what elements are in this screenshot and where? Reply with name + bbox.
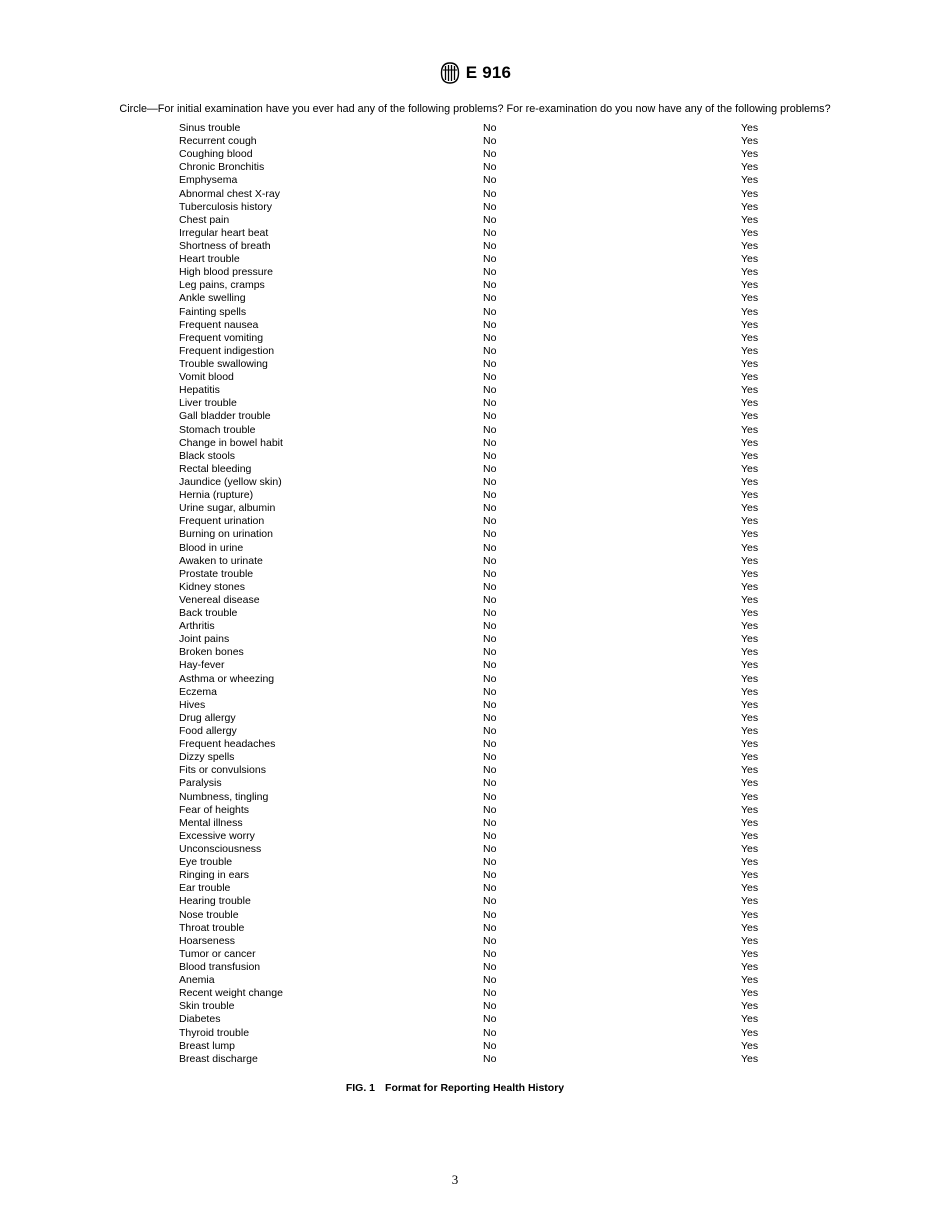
yes-option[interactable]: Yes <box>741 410 759 423</box>
condition-row <box>0 135 950 148</box>
condition-row <box>0 673 950 686</box>
yes-option[interactable]: Yes <box>741 987 759 1000</box>
no-option[interactable]: No <box>483 987 497 1000</box>
no-option[interactable]: No <box>483 135 497 148</box>
no-option[interactable]: No <box>483 1000 497 1013</box>
no-option[interactable]: No <box>483 489 497 502</box>
no-option[interactable]: No <box>483 161 497 174</box>
condition-label: Arthritis <box>179 620 215 633</box>
condition-label: Eczema <box>179 685 217 698</box>
condition-label: Diabetes <box>179 1013 221 1026</box>
condition-label: Stomach trouble <box>179 423 256 436</box>
condition-row <box>0 201 950 214</box>
yes-option[interactable]: Yes <box>741 1000 759 1013</box>
no-option[interactable]: No <box>483 934 497 947</box>
yes-option[interactable]: Yes <box>741 908 759 921</box>
condition-row <box>0 319 950 332</box>
condition-label: Dizzy spells <box>179 751 235 764</box>
yes-option[interactable]: Yes <box>741 711 759 724</box>
no-option[interactable]: No <box>483 751 497 764</box>
no-option[interactable]: No <box>483 226 497 239</box>
no-option[interactable]: No <box>483 725 497 738</box>
condition-label: Frequent nausea <box>179 318 259 331</box>
condition-label: Ankle swelling <box>179 292 246 305</box>
no-option[interactable]: No <box>483 371 497 384</box>
yes-option[interactable]: Yes <box>741 593 759 606</box>
condition-label: Joint pains <box>179 633 230 646</box>
yes-option[interactable]: Yes <box>741 515 759 528</box>
no-option[interactable]: No <box>483 843 497 856</box>
condition-row <box>0 279 950 292</box>
condition-row <box>0 568 950 581</box>
condition-label: Back trouble <box>179 607 238 620</box>
condition-row <box>0 764 950 777</box>
yes-option[interactable]: Yes <box>741 253 759 266</box>
condition-label: Heart trouble <box>179 253 240 266</box>
condition-row <box>0 987 950 1000</box>
yes-option[interactable]: Yes <box>741 318 759 331</box>
condition-row <box>0 502 950 515</box>
yes-option[interactable]: Yes <box>741 475 759 488</box>
no-option[interactable]: No <box>483 698 497 711</box>
yes-option[interactable]: Yes <box>741 279 759 292</box>
condition-label: Ringing in ears <box>179 869 250 882</box>
yes-option[interactable]: Yes <box>741 934 759 947</box>
condition-label: Kidney stones <box>179 580 245 593</box>
condition-row <box>0 882 950 895</box>
yes-option[interactable]: Yes <box>741 567 759 580</box>
yes-option[interactable]: Yes <box>741 698 759 711</box>
condition-row <box>0 751 950 764</box>
no-option[interactable]: No <box>483 1013 497 1026</box>
condition-row <box>0 817 950 830</box>
condition-row <box>0 909 950 922</box>
yes-option[interactable]: Yes <box>741 882 759 895</box>
yes-option[interactable]: Yes <box>741 423 759 436</box>
condition-row <box>0 659 950 672</box>
condition-row <box>0 410 950 423</box>
yes-option[interactable]: Yes <box>741 725 759 738</box>
yes-option[interactable]: Yes <box>741 947 759 960</box>
yes-option[interactable]: Yes <box>741 135 759 148</box>
condition-label: Shortness of breath <box>179 239 271 252</box>
condition-label: Breast lump <box>179 1039 236 1052</box>
no-option[interactable]: No <box>483 515 497 528</box>
yes-option[interactable]: Yes <box>741 790 759 803</box>
no-option[interactable]: No <box>483 318 497 331</box>
no-option[interactable]: No <box>483 239 497 252</box>
no-option[interactable]: No <box>483 947 497 960</box>
condition-label: Emphysema <box>179 174 238 187</box>
yes-option[interactable]: Yes <box>741 357 759 370</box>
condition-row <box>0 542 950 555</box>
no-option[interactable]: No <box>483 593 497 606</box>
yes-option[interactable]: Yes <box>741 371 759 384</box>
condition-label: Frequent urination <box>179 515 265 528</box>
yes-option[interactable]: Yes <box>741 502 759 515</box>
condition-row <box>0 384 950 397</box>
yes-option[interactable]: Yes <box>741 856 759 869</box>
condition-row <box>0 345 950 358</box>
no-option[interactable]: No <box>483 974 497 987</box>
yes-option[interactable]: Yes <box>741 633 759 646</box>
condition-row <box>0 804 950 817</box>
no-option[interactable]: No <box>483 462 497 475</box>
condition-row <box>0 227 950 240</box>
condition-row <box>0 489 950 502</box>
yes-option[interactable]: Yes <box>741 620 759 633</box>
condition-label: Recent weight change <box>179 987 283 1000</box>
condition-label: Abnormal chest X-ray <box>179 187 280 200</box>
condition-row <box>0 1053 950 1066</box>
yes-option[interactable]: Yes <box>741 895 759 908</box>
condition-row <box>0 948 950 961</box>
condition-label: Burning on urination <box>179 528 273 541</box>
condition-label: Coughing blood <box>179 148 253 161</box>
no-option[interactable]: No <box>483 567 497 580</box>
yes-option[interactable]: Yes <box>741 541 759 554</box>
condition-label: Tuberculosis history <box>179 200 272 213</box>
yes-option[interactable]: Yes <box>741 331 759 344</box>
condition-row <box>0 555 950 568</box>
figure-title: Format for Reporting Health History <box>385 1082 565 1094</box>
no-option[interactable]: No <box>483 777 497 790</box>
yes-option[interactable]: Yes <box>741 1026 759 1039</box>
no-option[interactable]: No <box>483 659 497 672</box>
yes-option[interactable]: Yes <box>741 187 759 200</box>
condition-row <box>0 266 950 279</box>
no-option[interactable]: No <box>483 580 497 593</box>
condition-label: Rectal bleeding <box>179 462 252 475</box>
no-option[interactable]: No <box>483 554 497 567</box>
condition-label: Fits or convulsions <box>179 764 266 777</box>
no-option[interactable]: No <box>483 607 497 620</box>
yes-option[interactable]: Yes <box>741 672 759 685</box>
yes-option[interactable]: Yes <box>741 148 759 161</box>
condition-label: Chronic Bronchitis <box>179 161 265 174</box>
no-option[interactable]: No <box>483 200 497 213</box>
condition-label: Frequent headaches <box>179 738 276 751</box>
condition-label: Ear trouble <box>179 882 231 895</box>
condition-row <box>0 122 950 135</box>
condition-row <box>0 306 950 319</box>
yes-option[interactable]: Yes <box>741 1052 759 1065</box>
no-option[interactable]: No <box>483 528 497 541</box>
condition-label: Chest pain <box>179 213 230 226</box>
yes-option[interactable]: Yes <box>741 305 759 318</box>
yes-option[interactable]: Yes <box>741 869 759 882</box>
no-option[interactable]: No <box>483 882 497 895</box>
condition-row <box>0 712 950 725</box>
condition-label: Gall bladder trouble <box>179 410 271 423</box>
yes-option[interactable]: Yes <box>741 384 759 397</box>
condition-row <box>0 292 950 305</box>
condition-label: Blood in urine <box>179 541 244 554</box>
yes-option[interactable]: Yes <box>741 764 759 777</box>
yes-option[interactable]: Yes <box>741 843 759 856</box>
condition-label: Vomit blood <box>179 371 234 384</box>
condition-row <box>0 371 950 384</box>
condition-label: Leg pains, cramps <box>179 279 265 292</box>
yes-option[interactable]: Yes <box>741 921 759 934</box>
condition-label: Skin trouble <box>179 1000 235 1013</box>
condition-label: Unconsciousness <box>179 843 262 856</box>
yes-option[interactable]: Yes <box>741 607 759 620</box>
condition-row <box>0 358 950 371</box>
page-number: 3 <box>451 1172 459 1187</box>
condition-row <box>0 843 950 856</box>
condition-label: Hives <box>179 698 206 711</box>
condition-label: Paralysis <box>179 777 222 790</box>
condition-row <box>0 777 950 790</box>
no-option[interactable]: No <box>483 803 497 816</box>
document-id: E 916 <box>465 63 512 82</box>
condition-label: High blood pressure <box>179 266 273 279</box>
condition-row <box>0 869 950 882</box>
no-option[interactable]: No <box>483 397 497 410</box>
no-option[interactable]: No <box>483 790 497 803</box>
condition-label: Change in bowel habit <box>179 436 283 449</box>
condition-row <box>0 961 950 974</box>
condition-row <box>0 161 950 174</box>
yes-option[interactable]: Yes <box>741 685 759 698</box>
condition-label: Broken bones <box>179 646 244 659</box>
astm-logo-icon <box>439 62 461 84</box>
no-option[interactable]: No <box>483 711 497 724</box>
instruction-text: Circle—For initial examination have you ever had any of the following problems? For re-examination do you now have any of the following problems? <box>119 103 831 115</box>
condition-label: Jaundice (yellow skin) <box>179 475 282 488</box>
yes-option[interactable]: Yes <box>741 226 759 239</box>
no-option[interactable]: No <box>483 908 497 921</box>
condition-row <box>0 476 950 489</box>
condition-label: Excessive worry <box>179 829 255 842</box>
no-option[interactable]: No <box>483 436 497 449</box>
no-option[interactable]: No <box>483 449 497 462</box>
condition-row <box>0 240 950 253</box>
condition-row <box>0 528 950 541</box>
yes-option[interactable]: Yes <box>741 554 759 567</box>
yes-option[interactable]: Yes <box>741 161 759 174</box>
condition-row <box>0 463 950 476</box>
condition-row <box>0 791 950 804</box>
condition-label: Recurrent cough <box>179 135 257 148</box>
no-option[interactable]: No <box>483 869 497 882</box>
condition-label: Mental illness <box>179 816 243 829</box>
no-option[interactable]: No <box>483 305 497 318</box>
yes-option[interactable]: Yes <box>741 974 759 987</box>
condition-row <box>0 253 950 266</box>
condition-row <box>0 188 950 201</box>
yes-option[interactable]: Yes <box>741 213 759 226</box>
no-option[interactable]: No <box>483 816 497 829</box>
condition-label: Numbness, tingling <box>179 790 269 803</box>
yes-option[interactable]: Yes <box>741 816 759 829</box>
no-option[interactable]: No <box>483 764 497 777</box>
no-option[interactable]: No <box>483 1026 497 1039</box>
condition-row <box>0 895 950 908</box>
no-option[interactable]: No <box>483 646 497 659</box>
yes-option[interactable]: Yes <box>741 122 759 134</box>
condition-row <box>0 397 950 410</box>
yes-option[interactable]: Yes <box>741 1039 759 1052</box>
condition-row <box>0 450 950 463</box>
condition-label: Blood transfusion <box>179 961 261 973</box>
yes-option[interactable]: Yes <box>741 777 759 790</box>
condition-row <box>0 935 950 948</box>
condition-row <box>0 725 950 738</box>
figure-caption <box>0 1082 910 1094</box>
condition-row <box>0 646 950 659</box>
health-history-table <box>0 122 950 1066</box>
no-option[interactable]: No <box>483 331 497 344</box>
condition-label: Nose trouble <box>179 908 239 921</box>
no-option[interactable]: No <box>483 148 497 161</box>
no-option[interactable]: No <box>483 1052 497 1065</box>
no-option[interactable]: No <box>483 357 497 370</box>
no-option[interactable]: No <box>483 344 497 357</box>
condition-label: Throat trouble <box>179 921 245 934</box>
condition-row <box>0 1000 950 1013</box>
condition-label: Urine sugar, albumin <box>179 502 276 515</box>
yes-option[interactable]: Yes <box>741 344 759 357</box>
condition-label: Asthma or wheezing <box>179 672 275 685</box>
no-option[interactable]: No <box>483 502 497 515</box>
no-option[interactable]: No <box>483 856 497 869</box>
condition-label: Tumor or cancer <box>179 947 256 960</box>
condition-label: Fainting spells <box>179 305 247 318</box>
yes-option[interactable]: Yes <box>741 462 759 475</box>
condition-label: Eye trouble <box>179 856 233 869</box>
condition-row <box>0 856 950 869</box>
yes-option[interactable]: Yes <box>741 961 759 973</box>
yes-option[interactable]: Yes <box>741 646 759 659</box>
yes-option[interactable]: Yes <box>741 292 759 305</box>
condition-row <box>0 1040 950 1053</box>
no-option[interactable]: No <box>483 174 497 187</box>
condition-label: Venereal disease <box>179 593 260 606</box>
condition-label: Food allergy <box>179 725 237 738</box>
condition-label: Fear of heights <box>179 803 250 816</box>
condition-label: Anemia <box>179 974 215 987</box>
condition-row <box>0 332 950 345</box>
condition-label: Black stools <box>179 449 236 462</box>
condition-label: Hernia (rupture) <box>179 489 254 502</box>
yes-option[interactable]: Yes <box>741 200 759 213</box>
no-option[interactable]: No <box>483 423 497 436</box>
yes-option[interactable]: Yes <box>741 829 759 842</box>
condition-row <box>0 214 950 227</box>
condition-row <box>0 424 950 437</box>
no-option[interactable]: No <box>483 961 497 973</box>
no-option[interactable]: No <box>483 187 497 200</box>
condition-row <box>0 148 950 161</box>
no-option[interactable]: No <box>483 1039 497 1052</box>
yes-option[interactable]: Yes <box>741 489 759 502</box>
no-option[interactable]: No <box>483 292 497 305</box>
no-option[interactable]: No <box>483 829 497 842</box>
yes-option[interactable]: Yes <box>741 751 759 764</box>
no-option[interactable]: No <box>483 279 497 292</box>
no-option[interactable]: No <box>483 895 497 908</box>
no-option[interactable]: No <box>483 253 497 266</box>
condition-label: Breast discharge <box>179 1052 258 1065</box>
condition-row <box>0 633 950 646</box>
condition-label: Hay-fever <box>179 659 225 672</box>
yes-option[interactable]: Yes <box>741 397 759 410</box>
condition-label: Liver trouble <box>179 397 237 410</box>
condition-label: Drug allergy <box>179 711 236 724</box>
condition-label: Awaken to urinate <box>179 554 263 567</box>
no-option[interactable]: No <box>483 541 497 554</box>
condition-label: Hepatitis <box>179 384 220 397</box>
condition-label: Frequent indigestion <box>179 344 275 357</box>
condition-row <box>0 437 950 450</box>
no-option[interactable]: No <box>483 685 497 698</box>
yes-option[interactable]: Yes <box>741 436 759 449</box>
condition-label: Hoarseness <box>179 934 236 947</box>
condition-label: Prostate trouble <box>179 567 254 580</box>
condition-label: Thyroid trouble <box>179 1026 250 1039</box>
yes-option[interactable]: Yes <box>741 239 759 252</box>
condition-label: Irregular heart beat <box>179 226 269 239</box>
condition-row <box>0 620 950 633</box>
condition-row <box>0 830 950 843</box>
condition-label: Sinus trouble <box>179 122 241 134</box>
no-option[interactable]: No <box>483 410 497 423</box>
no-option[interactable]: No <box>483 213 497 226</box>
yes-option[interactable]: Yes <box>741 1013 759 1026</box>
yes-option[interactable]: Yes <box>741 174 759 187</box>
page-header <box>0 62 950 89</box>
condition-row <box>0 1013 950 1026</box>
condition-row <box>0 174 950 187</box>
condition-row <box>0 594 950 607</box>
yes-option[interactable]: Yes <box>741 266 759 279</box>
condition-row <box>0 581 950 594</box>
condition-row <box>0 686 950 699</box>
figure-label: FIG. 1 <box>345 1082 376 1094</box>
no-option[interactable]: No <box>483 384 497 397</box>
no-option[interactable]: No <box>483 672 497 685</box>
condition-row <box>0 738 950 751</box>
condition-row <box>0 922 950 935</box>
yes-option[interactable]: Yes <box>741 449 759 462</box>
condition-row <box>0 974 950 987</box>
yes-option[interactable]: Yes <box>741 803 759 816</box>
no-option[interactable]: No <box>483 620 497 633</box>
no-option[interactable]: No <box>483 475 497 488</box>
condition-label: Hearing trouble <box>179 895 251 908</box>
yes-option[interactable]: Yes <box>741 580 759 593</box>
condition-label: Frequent vomiting <box>179 331 264 344</box>
no-option[interactable]: No <box>483 122 497 134</box>
condition-row <box>0 607 950 620</box>
yes-option[interactable]: Yes <box>741 738 759 751</box>
no-option[interactable]: No <box>483 921 497 934</box>
no-option[interactable]: No <box>483 738 497 751</box>
condition-row <box>0 699 950 712</box>
yes-option[interactable]: Yes <box>741 659 759 672</box>
condition-row <box>0 1027 950 1040</box>
yes-option[interactable]: Yes <box>741 528 759 541</box>
condition-row <box>0 515 950 528</box>
condition-label: Trouble swallowing <box>179 357 268 370</box>
no-option[interactable]: No <box>483 266 497 279</box>
no-option[interactable]: No <box>483 633 497 646</box>
